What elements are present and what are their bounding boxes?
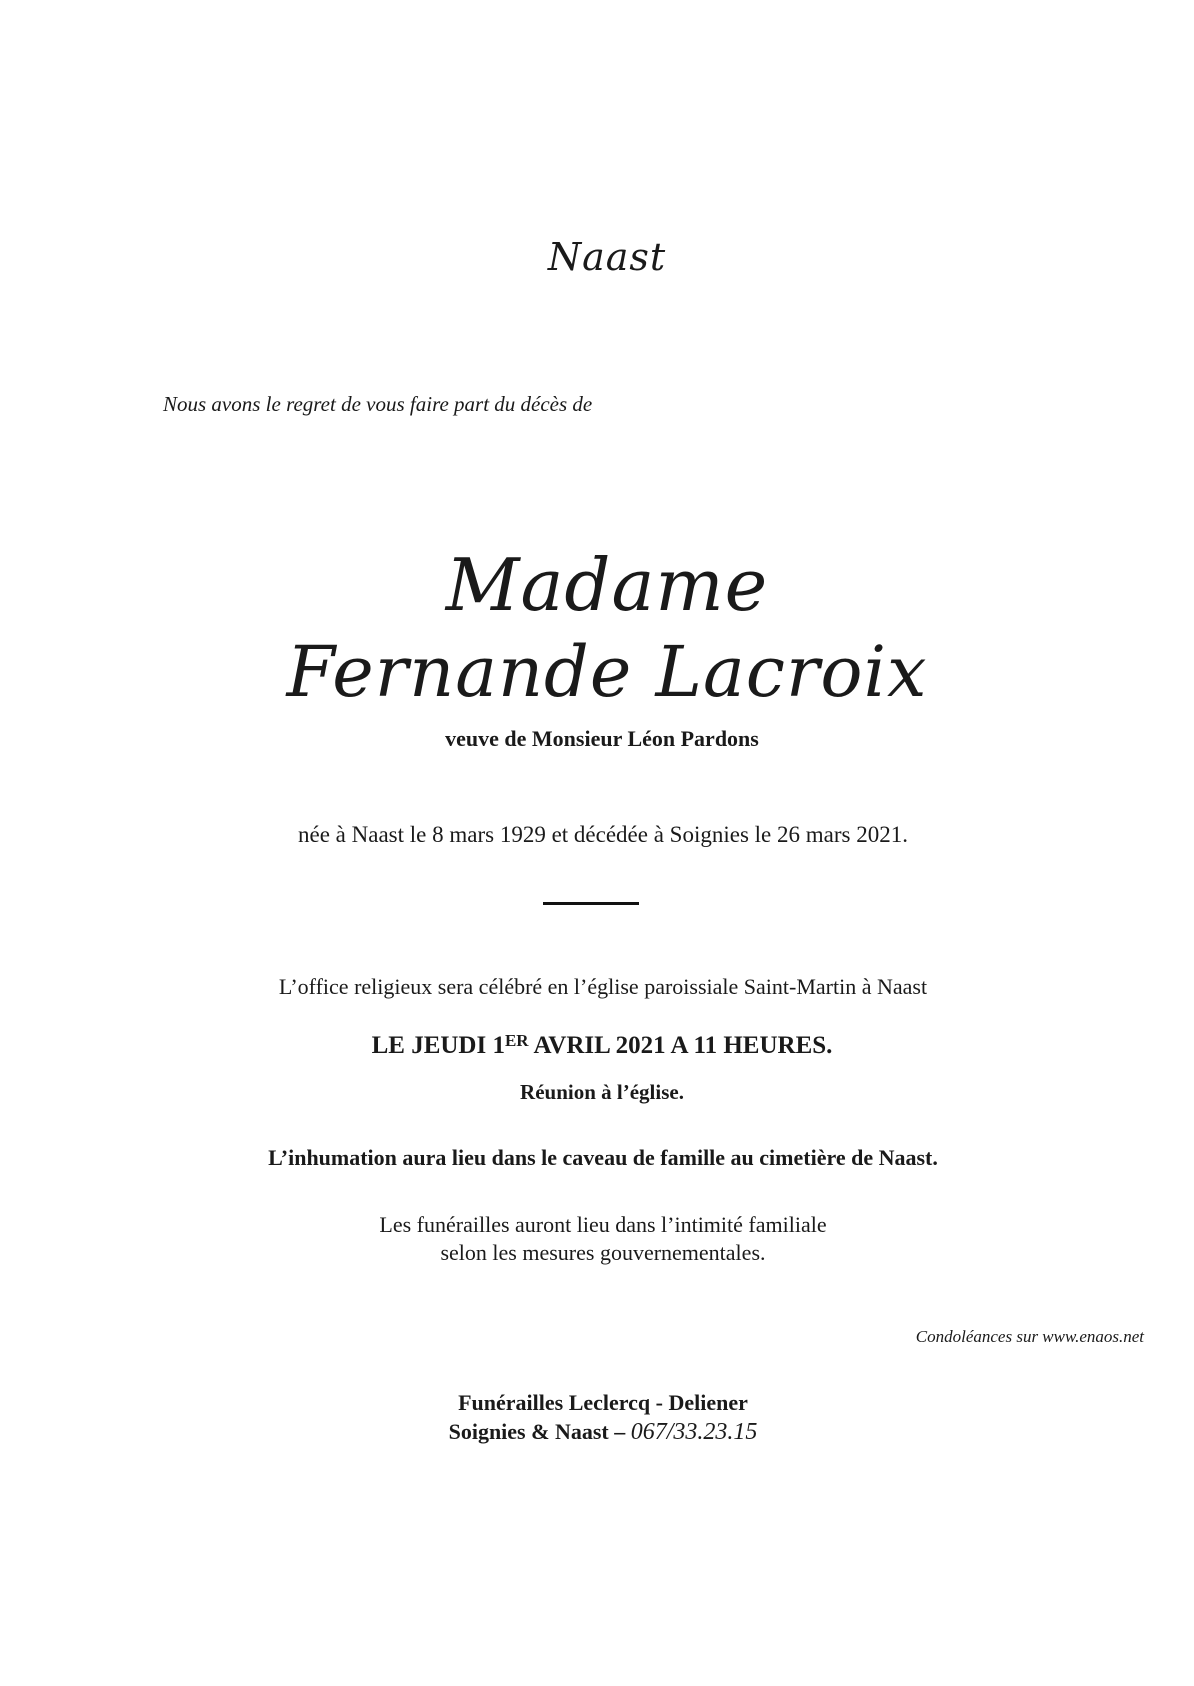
intro-text: Nous avons le regret de vous faire part du décès de	[163, 392, 593, 416]
funeral-note-line-1: Les funérailles auront lieu dans l’intimité familiale	[379, 1212, 827, 1237]
religious-office-text: L’office religieux sera célébré en l’église paroissiale Saint-Martin à Naast	[278, 974, 928, 999]
deceased-name: Fernande Lacroix	[286, 631, 928, 713]
company-phone: 067/33.23.15	[630, 1419, 758, 1445]
funeral-contact	[0, 1419, 1194, 1446]
funeral-company: Funérailles Leclercq - Deliener	[458, 1390, 748, 1415]
widow-of-text: veuve de Monsieur Léon Pardons	[445, 726, 759, 751]
ceremony-date-superscript: ER	[504, 1031, 529, 1050]
ceremony-date-prefix: LE JEUDI 1	[371, 1032, 505, 1059]
burial-text: L’inhumation aura lieu dans le caveau de famille au cimetière de Naast.	[268, 1145, 938, 1170]
ceremony-date	[0, 1032, 1194, 1060]
divider-line	[543, 902, 639, 905]
funeral-note-line-2: selon les mesures gouvernementales.	[440, 1240, 766, 1265]
condolences-link[interactable]: Condoléances sur www.enaos.net	[915, 1327, 1144, 1346]
company-locations: Soignies & Naast –	[448, 1419, 626, 1444]
birth-death-text: née à Naast le 8 mars 1929 et décédée à Soignies le 26 mars 2021.	[298, 822, 908, 847]
deceased-title: Madame	[445, 543, 769, 627]
place-heading: Naast	[547, 235, 667, 279]
meeting-text: Réunion à l’église.	[520, 1080, 684, 1104]
ceremony-date-suffix: AVRIL 2021 A 11 HEURES.	[528, 1032, 833, 1059]
